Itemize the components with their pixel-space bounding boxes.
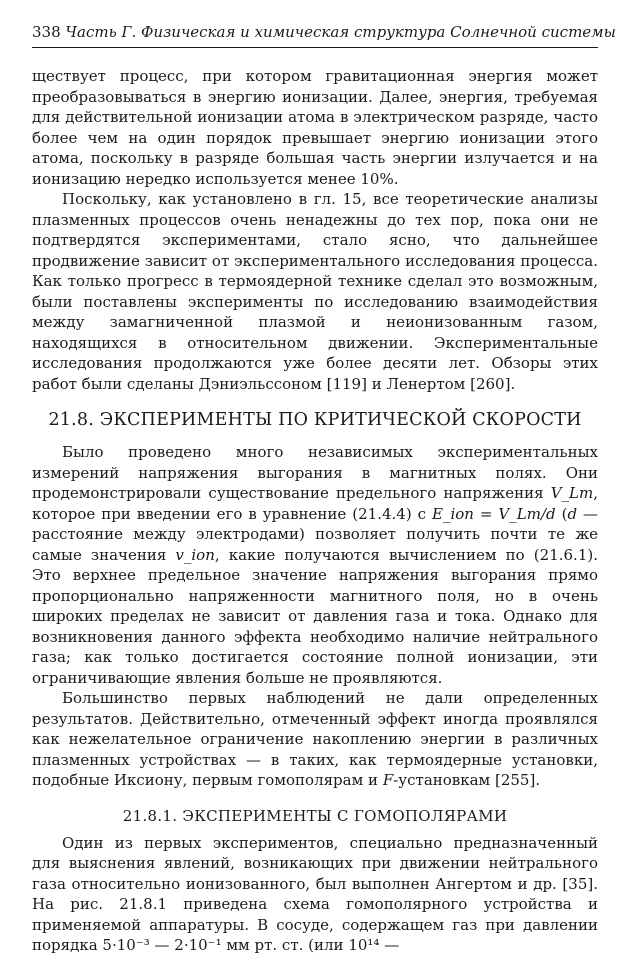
paragraph-4-text-2: -установкам [255].: [393, 771, 541, 789]
formula-v-ion: v_ion: [175, 545, 215, 564]
paragraph-3-text-1: Было проведено много независимых экспериментальных измерений напряжения выгорания в магнитных полях. Они продемонстрировали существование предельного напряжения: [32, 443, 598, 502]
paragraph-3: [32, 442, 598, 688]
paragraph-5: [32, 833, 598, 956]
paragraph-5-text-3: —: [379, 936, 400, 954]
formula-pressure-range: 5·10⁻³ — 2·10⁻¹: [102, 936, 222, 954]
paragraph-5-text-2: мм рт. ст. (или: [221, 936, 349, 954]
paragraph-4: [32, 688, 598, 791]
paragraph-3-text-5: , какие получаются вычислением по (21.6.1). Это верхнее предельное значение напряжения выгорания прямо пропорционально напряженности магнитного поля, но в очень широких пределах не зависит от давления газа и тока. Однако для возникновения данного эффекта необходимо наличие нейтрального газа; как только достигается состояние полной ионизации, эти ограничивающие явления больше не проявляются.: [32, 545, 598, 687]
subsection-heading: 21.8.1. ЭКСПЕРИМЕНТЫ С ГОМОПОЛЯРАМИ: [122, 806, 508, 825]
body-text: [32, 66, 598, 956]
running-head: [32, 20, 616, 48]
paragraph-5-text-1: Один из первых экспериментов, специально предназначенный для выяснения явлений, возникающих при движении нейтрального газа относительно ионизованного, был выполнен Ангертом и др. [35]. На рис. 21.8.1 приведена схема гомополярного устройства и применяемой аппаратуры. В сосуде, содержащем газ при давлении порядка: [32, 833, 598, 954]
paragraph-3-text-4: — расстояние между электродами) позволяет получить почти те же самые значения: [32, 504, 599, 564]
paragraph-3-text-3: (: [555, 504, 568, 523]
formula-f: F: [382, 771, 394, 789]
paragraph-4-text-1: Большинство первых наблюдений не дали определенных результатов. Действительно, отмеченный эффект иногда проявлялся как нежелательное ограничение накоплению энергии в различных плазменных устройствах — в таких, как термоядерные установки, подобные Иксиону, первым гомополярам и: [32, 689, 598, 789]
paragraph-1: ществует процесс, при котором гравитационная энергия может преобразовываться в энергию ионизации. Далее, энергия, требуемая для действительной ионизации атома в электрическом разряде, часто более чем на один порядок превышает энергию ионизации этого атома, поскольку в разряде большая часть энергии излучается и на ионизацию нередко используется менее 10%.: [32, 67, 598, 188]
paragraph-2: Поскольку, как установлено в гл. 15, все теоретические анализы плазменных процессов очень ненадежны до тех пор, пока они не подтвердятся экспериментами, стало ясно, что дальнейшее продвижение зависит от экспериментального исследования процесса. Как только прогресс в термоядерной технике сделал это возможным, были поставлены эксперименты по исследованию взаимодействия между замагниченной плазмой и неионизованным газом, находящихся в относительном движении. Экспериментальные исследования продолжаются уже более десяти лет. Обзоры этих работ были сделаны Дэниэльссоном [119] и Ленертом [260].: [32, 190, 598, 393]
running-title: Часть Г. Физическая и химическая структура Солнечной системы: [65, 23, 616, 41]
paragraph-3-text-2: , которое при введении его в уравнение (21.4.4) с: [32, 484, 598, 523]
page-number: 338: [32, 23, 61, 41]
formula-e-ion: E_ion = V_Lm/d: [432, 504, 556, 523]
formula-d: d: [567, 504, 578, 523]
formula-v-lm: V_Lm: [550, 484, 594, 502]
formula-density: 10¹⁴: [348, 936, 380, 954]
section-heading: 21.8. ЭКСПЕРИМЕНТЫ ПО КРИТИЧЕСКОЙ СКОРОСТИ: [48, 410, 582, 430]
